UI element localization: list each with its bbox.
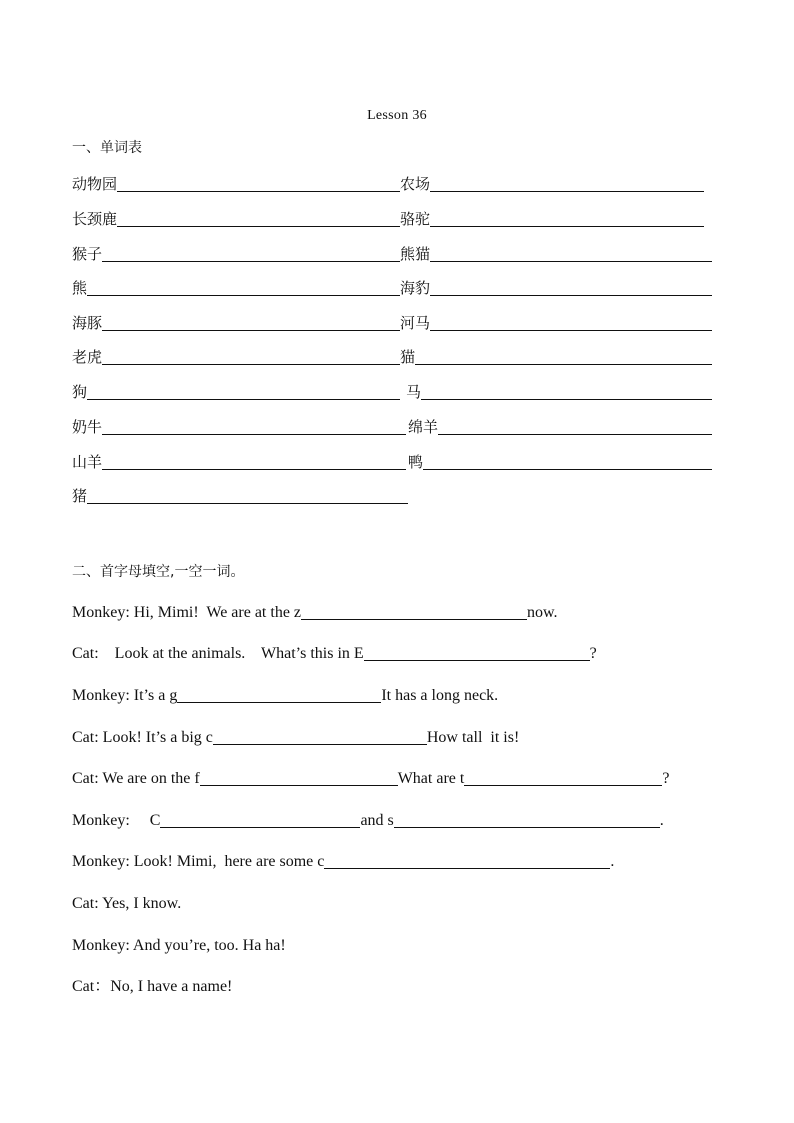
answer-blank[interactable] (117, 208, 400, 227)
sentence-line: Cat: We are on the f What are t ? (72, 766, 669, 790)
lesson-title: Lesson 36 (367, 108, 427, 123)
sentence-line: Monkey: Hi, Mimi! We are at the z now. (72, 600, 558, 624)
vocab-item: 海豹 (400, 276, 712, 298)
vocab-item: 骆驼 (400, 207, 704, 229)
answer-blank[interactable] (102, 346, 400, 365)
vocab-item: 奶牛 (72, 415, 406, 437)
vocab-row (72, 311, 712, 333)
vocab-row (72, 484, 412, 506)
answer-blank[interactable] (394, 809, 660, 828)
vocab-item: 猫 (400, 345, 712, 367)
answer-blank[interactable] (160, 809, 360, 828)
vocab-item: 农场 (400, 172, 704, 194)
answer-blank[interactable] (430, 208, 704, 227)
vocab-item: 猪 (72, 484, 408, 506)
vocab-row (72, 415, 712, 437)
vocab-item: 马 (406, 380, 712, 402)
sentence-line: Cat: Look at the animals. What’s this in E ? (72, 641, 597, 665)
answer-blank[interactable] (430, 173, 704, 192)
answer-blank[interactable] (213, 726, 427, 745)
answer-blank[interactable] (87, 381, 400, 400)
answer-blank[interactable] (102, 451, 406, 470)
sentence-line: Monkey: It’s a g It has a long neck. (72, 683, 498, 707)
vocab-row (72, 345, 712, 367)
vocab-row (72, 450, 712, 472)
vocab-row (72, 172, 712, 194)
answer-blank[interactable] (102, 243, 400, 262)
vocab-item: 长颈鹿 (72, 207, 400, 229)
vocab-item: 老虎 (72, 345, 400, 367)
vocab-item: 动物园 (72, 172, 400, 194)
sentence-line: Monkey: And you’re, too. Ha ha! (72, 937, 286, 954)
vocab-row (72, 242, 712, 264)
answer-blank[interactable] (102, 416, 406, 435)
vocab-row (72, 207, 712, 229)
vocab-item: 狗 (72, 380, 400, 402)
answer-blank[interactable] (430, 312, 712, 331)
vocab-item: 绵羊 (408, 415, 712, 437)
answer-blank[interactable] (438, 416, 712, 435)
answer-blank[interactable] (87, 485, 408, 504)
vocab-item: 河马 (400, 311, 712, 333)
vocab-item: 熊猫 (400, 242, 712, 264)
answer-blank[interactable] (102, 312, 400, 331)
vocab-item: 山羊 (72, 450, 406, 472)
answer-blank[interactable] (87, 277, 400, 296)
vocab-row (72, 276, 712, 298)
vocab-item: 海豚 (72, 311, 400, 333)
answer-blank[interactable] (423, 451, 712, 470)
sentence-line: Cat：No, I have a name! (72, 978, 233, 995)
answer-blank[interactable] (117, 173, 400, 192)
answer-blank[interactable] (301, 601, 527, 620)
sentence-line: Monkey: C and s . (72, 808, 664, 832)
answer-blank[interactable] (421, 381, 712, 400)
vocab-row (72, 380, 712, 402)
answer-blank[interactable] (364, 642, 590, 661)
answer-blank[interactable] (415, 346, 712, 365)
vocab-item: 鸭 (408, 450, 712, 472)
sentence-line: Monkey: Look! Mimi, here are some c . (72, 849, 614, 873)
sentence-line: Cat: Look! It’s a big c How tall it is! (72, 725, 519, 749)
vocab-item: 猴子 (72, 242, 400, 264)
answer-blank[interactable] (200, 767, 398, 786)
answer-blank[interactable] (430, 243, 712, 262)
answer-blank[interactable] (430, 277, 712, 296)
section-1-heading: 一、单词表 (72, 140, 142, 156)
answer-blank[interactable] (324, 850, 610, 869)
sentence-line: Cat: Yes, I know. (72, 895, 182, 912)
answer-blank[interactable] (464, 767, 662, 786)
answer-blank[interactable] (177, 684, 381, 703)
vocab-item: 熊 (72, 276, 400, 298)
section-2-heading: 二、首字母填空,一空一词。 (72, 564, 245, 580)
